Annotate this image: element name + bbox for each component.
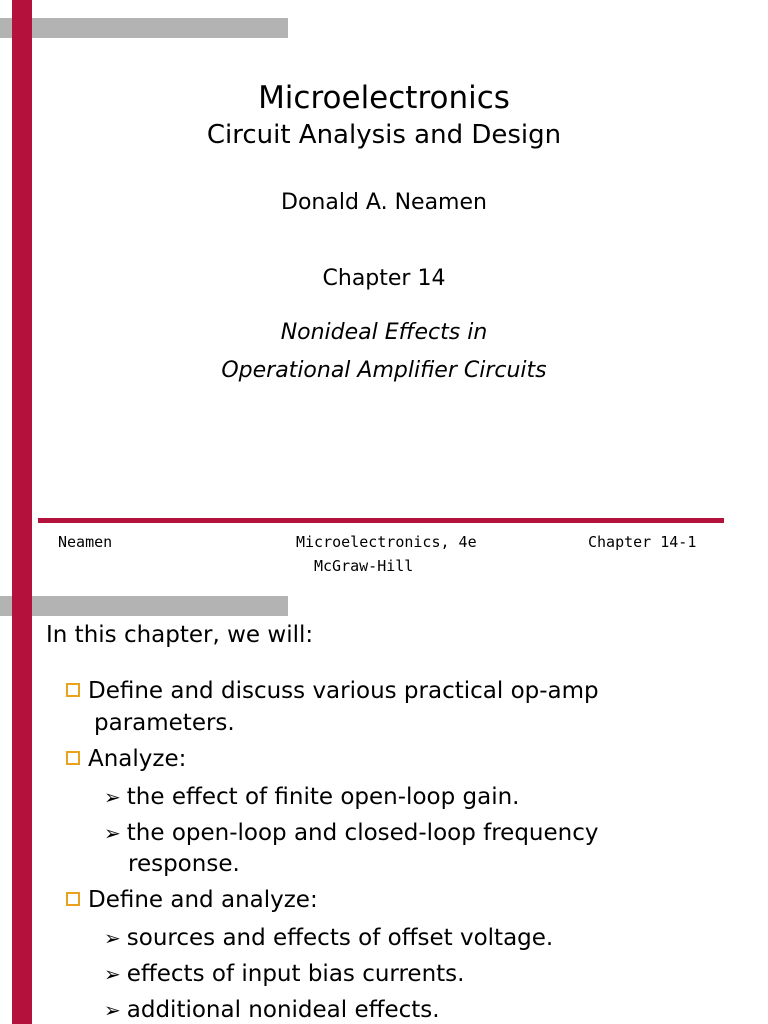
slide-accent-bar <box>12 588 32 1024</box>
footer-publisher: McGraw-Hill <box>314 557 414 575</box>
chapter-number: Chapter 14 <box>322 266 446 291</box>
author-name: Donald A. Neamen <box>281 190 487 215</box>
arrowhead-icon: ➢ <box>104 962 121 986</box>
footer-author: Neamen <box>58 533 113 551</box>
arrowhead-icon: ➢ <box>104 821 121 845</box>
slide-heading: In this chapter, we will: <box>46 622 314 648</box>
sub-list-item: ➢ the open-loop and closed-loop frequency <box>104 818 599 849</box>
sub-list-item: ➢ effects of input bias currents. <box>104 959 464 990</box>
footer-divider <box>38 518 724 523</box>
hollow-square-icon <box>66 751 80 765</box>
sub-list-item-continuation: response. <box>128 851 240 877</box>
sub-list-item: ➢ sources and effects of offset voltage. <box>104 923 553 954</box>
list-item: Define and discuss various practical op-amp <box>66 676 599 707</box>
book-subtitle: Circuit Analysis and Design <box>206 120 562 150</box>
hollow-square-icon <box>66 892 80 906</box>
chapter-topic-line-1: Nonideal Effects in <box>280 320 488 345</box>
sub-list-item: ➢ the effect of finite open-loop gain. <box>104 782 519 813</box>
slide-header-bar <box>0 18 288 38</box>
list-item: Analyze: <box>66 744 186 775</box>
footer-book: Microelectronics, 4e <box>296 533 477 551</box>
footer-slide-number: Chapter 14-1 <box>588 533 697 551</box>
chapter-topic-line-2: Operational Amplifier Circuits <box>221 358 547 383</box>
list-item: Define and analyze: <box>66 885 318 916</box>
arrowhead-icon: ➢ <box>104 785 121 809</box>
hollow-square-icon <box>66 683 80 697</box>
book-title: Microelectronics <box>258 80 510 116</box>
slide-header-bar <box>0 596 288 616</box>
arrowhead-icon: ➢ <box>104 998 121 1022</box>
objectives-slide <box>0 588 768 1024</box>
sub-list-item: ➢ additional nonideal effects. <box>104 995 440 1024</box>
list-item-continuation: parameters. <box>94 710 235 736</box>
arrowhead-icon: ➢ <box>104 926 121 950</box>
